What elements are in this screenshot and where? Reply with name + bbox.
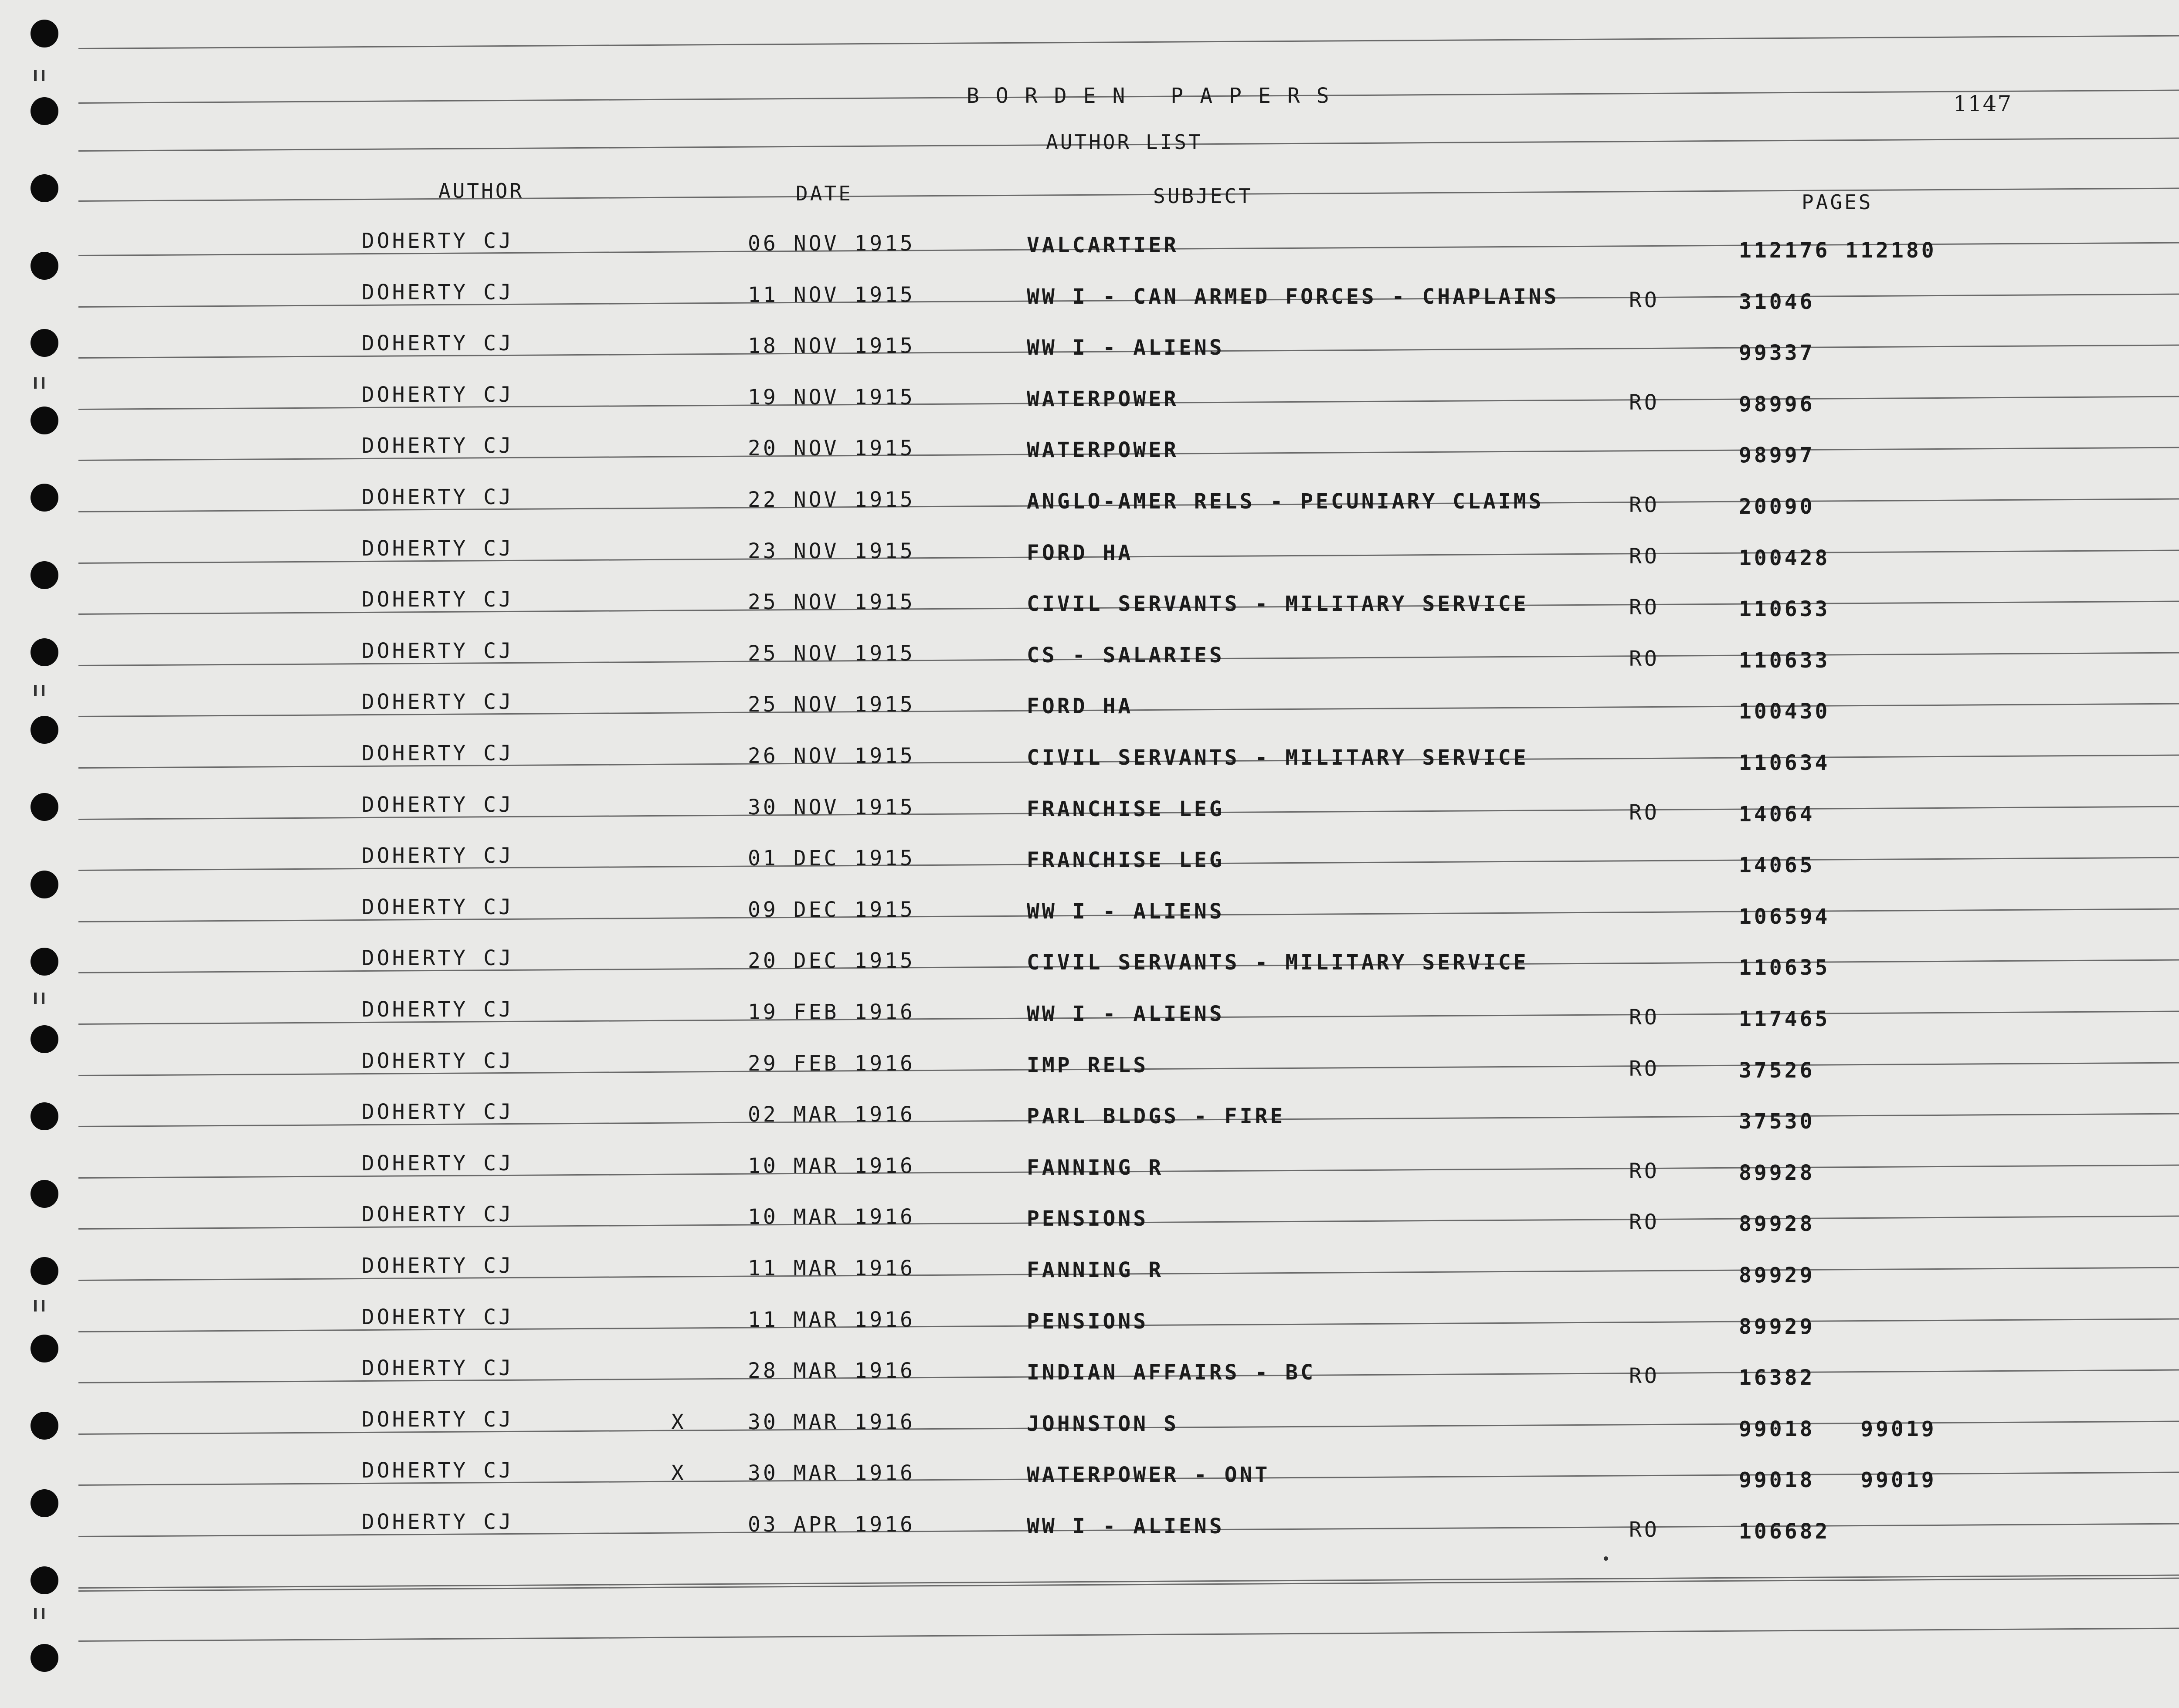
column-header-subject: SUBJECT (1153, 184, 1253, 208)
date-cell: 11 MAR 1916 (748, 1256, 915, 1281)
pages-cell: 89928 (1739, 1161, 1815, 1185)
subject-cell: FORD HA (1027, 541, 1134, 565)
feed-hole (31, 638, 58, 666)
author-cell: DOHERTY CJ (362, 946, 514, 970)
author-cell: DOHERTY CJ (362, 1458, 514, 1483)
ruled-line (78, 1577, 2179, 1592)
perforation-mark (34, 1300, 37, 1312)
pages-cell: 20090 (1739, 495, 1815, 519)
feed-hole (31, 329, 58, 357)
perforation-mark (34, 993, 37, 1004)
author-cell: DOHERTY CJ (362, 1510, 514, 1534)
date-cell: 09 DEC 1915 (748, 898, 915, 922)
ro-cell: RO (1629, 1159, 1660, 1183)
author-cell: DOHERTY CJ (362, 280, 514, 305)
date-cell: 25 NOV 1915 (748, 590, 915, 614)
date-cell: 30 NOV 1915 (748, 795, 915, 820)
perforation-mark (34, 70, 37, 81)
author-cell: DOHERTY CJ (362, 485, 514, 509)
subject-cell: FORD HA (1027, 694, 1134, 718)
subject-cell: INDIAN AFFAIRS - BC (1027, 1360, 1316, 1385)
pages-cell: 110635 (1739, 956, 1830, 980)
subject-cell: CIVIL SERVANTS - MILITARY SERVICE (1027, 592, 1529, 616)
subject-cell: FRANCHISE LEG (1027, 848, 1225, 872)
date-cell: 10 MAR 1916 (748, 1205, 915, 1229)
author-cell: DOHERTY CJ (362, 1151, 514, 1176)
author-cell: DOHERTY CJ (362, 1100, 514, 1124)
ro-cell: RO (1629, 1364, 1660, 1388)
feed-hole (31, 1025, 58, 1053)
date-cell: 28 MAR 1916 (748, 1359, 915, 1383)
subject-cell: PENSIONS (1027, 1309, 1149, 1334)
document-title: BORDEN PAPERS (967, 84, 1346, 108)
author-cell: DOHERTY CJ (362, 1049, 514, 1073)
feed-hole (31, 252, 58, 280)
pages-cell: 117465 (1739, 1007, 1830, 1031)
perforation-mark (42, 1608, 44, 1619)
subject-cell: WW I - ALIENS (1027, 1514, 1225, 1539)
date-cell: 18 NOV 1915 (748, 334, 915, 358)
author-cell: DOHERTY CJ (362, 1305, 514, 1329)
date-cell: 19 NOV 1915 (748, 385, 915, 410)
author-cell: DOHERTY CJ (362, 895, 514, 919)
ro-cell: RO (1629, 1210, 1660, 1234)
author-cell: DOHERTY CJ (362, 690, 514, 714)
page-number: 1147 (1953, 91, 2013, 116)
pages-cell: 37530 (1739, 1109, 1815, 1134)
subject-cell: CIVIL SERVANTS - MILITARY SERVICE (1027, 746, 1529, 770)
feed-hole (31, 97, 58, 125)
feed-hole (31, 407, 58, 434)
subject-cell: IMP RELS (1027, 1053, 1149, 1078)
perforation-mark (42, 1300, 44, 1312)
author-cell: DOHERTY CJ (362, 793, 514, 817)
ro-cell: RO (1629, 1005, 1660, 1030)
subject-cell: PENSIONS (1027, 1206, 1149, 1231)
feed-hole (31, 484, 58, 512)
pages-cell: 110634 (1739, 751, 1830, 775)
pages-cell: 110633 (1739, 648, 1830, 673)
pages-cell: 106594 (1739, 905, 1830, 929)
pages-cell: 98996 (1739, 392, 1815, 417)
ro-cell: RO (1629, 647, 1660, 671)
date-cell: 06 NOV 1915 (748, 231, 915, 256)
author-cell: DOHERTY CJ (362, 383, 514, 407)
subject-cell: WW I - ALIENS (1027, 336, 1225, 360)
subject-cell: CIVIL SERVANTS - MILITARY SERVICE (1027, 950, 1529, 975)
date-cell: 25 NOV 1915 (748, 641, 915, 666)
feed-hole (31, 561, 58, 589)
author-cell: DOHERTY CJ (362, 1356, 514, 1380)
date-cell: 19 FEB 1916 (748, 1000, 915, 1024)
ro-cell: RO (1629, 1518, 1660, 1542)
subject-cell: VALCARTIER (1027, 233, 1179, 258)
subject-cell: ANGLO-AMER RELS - PECUNIARY CLAIMS (1027, 489, 1544, 514)
perforation-mark (34, 377, 37, 389)
subject-cell: WW I - ALIENS (1027, 1002, 1225, 1026)
subject-cell: WATERPOWER (1027, 387, 1179, 411)
feed-hole (31, 20, 58, 47)
feed-hole (31, 871, 58, 898)
feed-hole (31, 1257, 58, 1285)
subject-cell: WW I - ALIENS (1027, 899, 1225, 924)
author-cell: DOHERTY CJ (362, 587, 514, 612)
subject-cell: JOHNSTON S (1027, 1412, 1179, 1436)
ro-cell: RO (1629, 800, 1660, 825)
author-cell: DOHERTY CJ (362, 229, 514, 253)
author-cell: DOHERTY CJ (362, 741, 514, 766)
date-cell: 11 NOV 1915 (748, 283, 915, 307)
feed-hole (31, 1180, 58, 1208)
pages-cell: 110633 (1739, 597, 1830, 621)
author-cell: DOHERTY CJ (362, 536, 514, 561)
flag-cell: X (671, 1410, 686, 1434)
column-header-date: DATE (796, 182, 853, 205)
column-header-pages: PAGES (1802, 190, 1873, 214)
author-cell: DOHERTY CJ (362, 434, 514, 458)
subject-cell: CS - SALARIES (1027, 643, 1225, 668)
pages-cell: 99018 99019 (1739, 1417, 1937, 1441)
subject-cell: FRANCHISE LEG (1027, 797, 1225, 821)
date-cell: 25 NOV 1915 (748, 692, 915, 717)
author-cell: DOHERTY CJ (362, 1202, 514, 1227)
pages-cell: 89928 (1739, 1212, 1815, 1236)
feed-hole (31, 793, 58, 821)
feed-hole (31, 1489, 58, 1517)
subject-cell: PARL BLDGS - FIRE (1027, 1104, 1286, 1128)
pages-cell: 31046 (1739, 290, 1815, 314)
pages-cell: 100428 (1739, 546, 1830, 570)
subject-cell: WATERPOWER (1027, 438, 1179, 462)
pages-cell: 89929 (1739, 1263, 1815, 1288)
author-cell: DOHERTY CJ (362, 844, 514, 868)
flag-cell: X (671, 1461, 686, 1485)
date-cell: 02 MAR 1916 (748, 1102, 915, 1127)
author-cell: DOHERTY CJ (362, 1407, 514, 1432)
pages-cell: 89929 (1739, 1315, 1815, 1339)
author-cell: DOHERTY CJ (362, 639, 514, 663)
pages-cell: 112176 112180 (1739, 238, 1937, 263)
feed-hole (31, 174, 58, 202)
subject-cell: FANNING R (1027, 1156, 1164, 1180)
date-cell: 03 APR 1916 (748, 1512, 915, 1537)
pages-cell: 100430 (1739, 699, 1830, 724)
author-cell: DOHERTY CJ (362, 997, 514, 1022)
pages-cell: 14065 (1739, 853, 1815, 878)
column-header-author: AUTHOR (438, 179, 524, 203)
date-cell: 22 NOV 1915 (748, 488, 915, 512)
ro-cell: RO (1629, 288, 1660, 312)
subject-cell: WW I - CAN ARMED FORCES - CHAPLAINS (1027, 285, 1559, 309)
list-subtitle: AUTHOR LIST (1046, 130, 1203, 154)
date-cell: 30 MAR 1916 (748, 1410, 915, 1434)
date-cell: 26 NOV 1915 (748, 744, 915, 768)
perforation-mark (42, 70, 44, 81)
author-cell: DOHERTY CJ (362, 1254, 514, 1278)
ruled-line (78, 1627, 2179, 1642)
perforation-mark (42, 685, 44, 696)
perforation-mark (34, 685, 37, 696)
date-cell: 11 MAR 1916 (748, 1308, 915, 1332)
ro-cell: RO (1629, 390, 1660, 415)
pages-cell: 37526 (1739, 1058, 1815, 1083)
feed-hole (31, 1335, 58, 1362)
pages-cell: 16382 (1739, 1366, 1815, 1390)
ro-cell: RO (1629, 1057, 1660, 1081)
perforation-mark (42, 377, 44, 389)
ruled-line (78, 35, 2179, 49)
feed-hole (31, 716, 58, 744)
pages-cell: 99018 99019 (1739, 1468, 1937, 1492)
pages-cell: 14064 (1739, 802, 1815, 827)
author-cell: DOHERTY CJ (362, 331, 514, 356)
pages-cell: 99337 (1739, 341, 1815, 365)
date-cell: 10 MAR 1916 (748, 1154, 915, 1178)
date-cell: 23 NOV 1915 (748, 539, 915, 563)
subject-cell: FANNING R (1027, 1258, 1164, 1282)
stray-mark (1604, 1556, 1608, 1561)
ruled-line (78, 1574, 2179, 1589)
date-cell: 30 MAR 1916 (748, 1461, 915, 1485)
date-cell: 20 NOV 1915 (748, 436, 915, 461)
subject-cell: WATERPOWER - ONT (1027, 1463, 1270, 1487)
ro-cell: RO (1629, 544, 1660, 569)
feed-hole (31, 948, 58, 976)
feed-hole (31, 1412, 58, 1440)
pages-cell: 98997 (1739, 443, 1815, 468)
pages-cell: 106682 (1739, 1519, 1830, 1544)
date-cell: 20 DEC 1915 (748, 949, 915, 973)
perforation-mark (42, 993, 44, 1004)
date-cell: 29 FEB 1916 (748, 1051, 915, 1076)
perforation-mark (34, 1608, 37, 1619)
ro-cell: RO (1629, 595, 1660, 620)
feed-hole (31, 1644, 58, 1672)
feed-hole (31, 1102, 58, 1130)
ro-cell: RO (1629, 493, 1660, 517)
feed-hole (31, 1566, 58, 1594)
date-cell: 01 DEC 1915 (748, 846, 915, 871)
